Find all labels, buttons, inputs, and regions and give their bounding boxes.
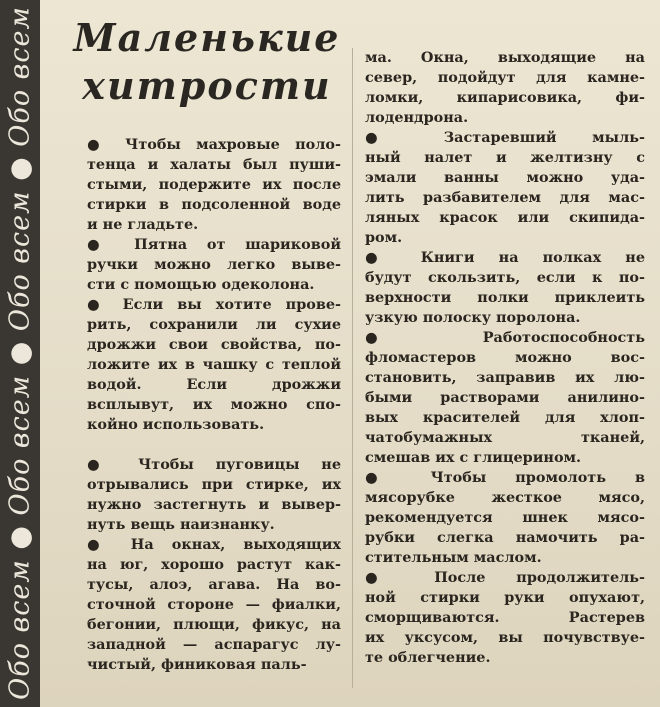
text-line: рубки слегка намочить ра- (365, 529, 645, 546)
text-line (87, 435, 341, 455)
text-line: стительным маслом. (365, 549, 542, 566)
text-line: бегонии, плющи, фикус, на (87, 616, 341, 633)
text-line: ляных красок или скипида- (365, 209, 645, 226)
text-line: лодендрона. (365, 109, 469, 126)
text-line: нуть вещь наизнанку. (87, 516, 275, 533)
text-line: западной — аспарагус лу- (87, 636, 341, 653)
text-line: ной стирки руки опухают, (365, 589, 645, 606)
text-line: становить, заправив их лю- (365, 369, 645, 386)
text-line: ● Пятна от шариковой (87, 236, 341, 253)
text-line: узкую полоску поролона. (365, 309, 581, 326)
text-line: отрывались при стирке, их (87, 476, 341, 493)
right-column (365, 48, 645, 668)
text-line: ложите их в чашку с теплой (87, 356, 341, 373)
text-line: ● Чтобы пуговицы не (87, 456, 341, 473)
text-line: сти с помощью одеколона. (87, 276, 315, 293)
article-title (62, 14, 352, 110)
text-line: будут скользить, если к по- (365, 269, 645, 286)
text-line: нужно застегнуть и вывер- (87, 496, 341, 513)
text-line: на юг, хорошо растут как- (87, 556, 341, 573)
text-line: их уксусом, вы почувствуе- (365, 629, 645, 646)
text-line: ● Чтобы махровые поло- (87, 136, 341, 153)
text-line: чатобумажных тканей, (365, 429, 645, 446)
text-line: ● Работоспособность (365, 329, 645, 346)
text-line: койно использовать. (87, 416, 265, 433)
text-line: быми растворами анилино- (365, 389, 645, 406)
text-line: эмали ванны можно уда- (365, 169, 645, 186)
text-line: тусы, алоэ, агава. На во- (87, 576, 341, 593)
text-line: дрожжи свои свойства, по- (87, 336, 341, 353)
text-line: ● Если вы хотите прове- (87, 296, 341, 313)
text-line: стирки в подсоленной воде (87, 196, 341, 213)
text-line: смешав их с глицерином. (365, 449, 582, 466)
column-divider (352, 48, 353, 688)
text-line: ● Застаревший мыль- (365, 129, 645, 146)
text-line: лить разбавителем для мас- (365, 189, 645, 206)
title-line-1: Маленькие (73, 15, 341, 60)
text-line: вых красителей для хлоп- (365, 409, 645, 426)
text-line: рить, сохранили ли сухие (87, 316, 341, 333)
text-line: ма. Окна, выходящие на (365, 49, 645, 66)
text-line: те облегчение. (365, 649, 491, 666)
section-sidebar (0, 0, 40, 707)
text-line: ● Книги на полках не (365, 249, 645, 266)
text-line: ручки можно легко выве- (87, 256, 341, 273)
text-line: и не гладьте. (87, 216, 199, 233)
text-line: ром. (365, 229, 403, 246)
text-line: север, подойдут для камне- (365, 69, 645, 86)
title-line-2: хитрости (82, 63, 332, 108)
left-column (87, 135, 341, 675)
text-line: ● На окнах, выходящих (87, 536, 341, 553)
text-line: сточной стороне — фиалки, (87, 596, 341, 613)
text-line: ный налет и желтизну с (365, 149, 645, 166)
text-line: ● Чтобы промолоть в (365, 469, 645, 486)
text-line: стыми, подержите их после (87, 176, 341, 193)
text-line: сморщиваются. Растерев (365, 609, 645, 626)
text-line: верхности полки приклеить (365, 289, 645, 306)
text-line: водой. Если дрожжи (87, 376, 341, 393)
text-line: рекомендуется шнек мясо- (365, 509, 645, 526)
text-line: ● После продолжитель- (365, 569, 645, 586)
text-line: тенца и халаты был пуши- (87, 156, 341, 173)
text-line: фломастеров можно вос- (365, 349, 645, 366)
section-label: Обо всем ● Обо всем ● Обо всем ● Обо всем (4, 6, 36, 700)
text-line: мясорубке жесткое мясо, (365, 489, 645, 506)
text-line: ломки, кипарисовика, фи- (365, 89, 645, 106)
text-line: всплывут, их можно спо- (87, 396, 341, 413)
text-line: чистый, финиковая паль- (87, 656, 307, 673)
